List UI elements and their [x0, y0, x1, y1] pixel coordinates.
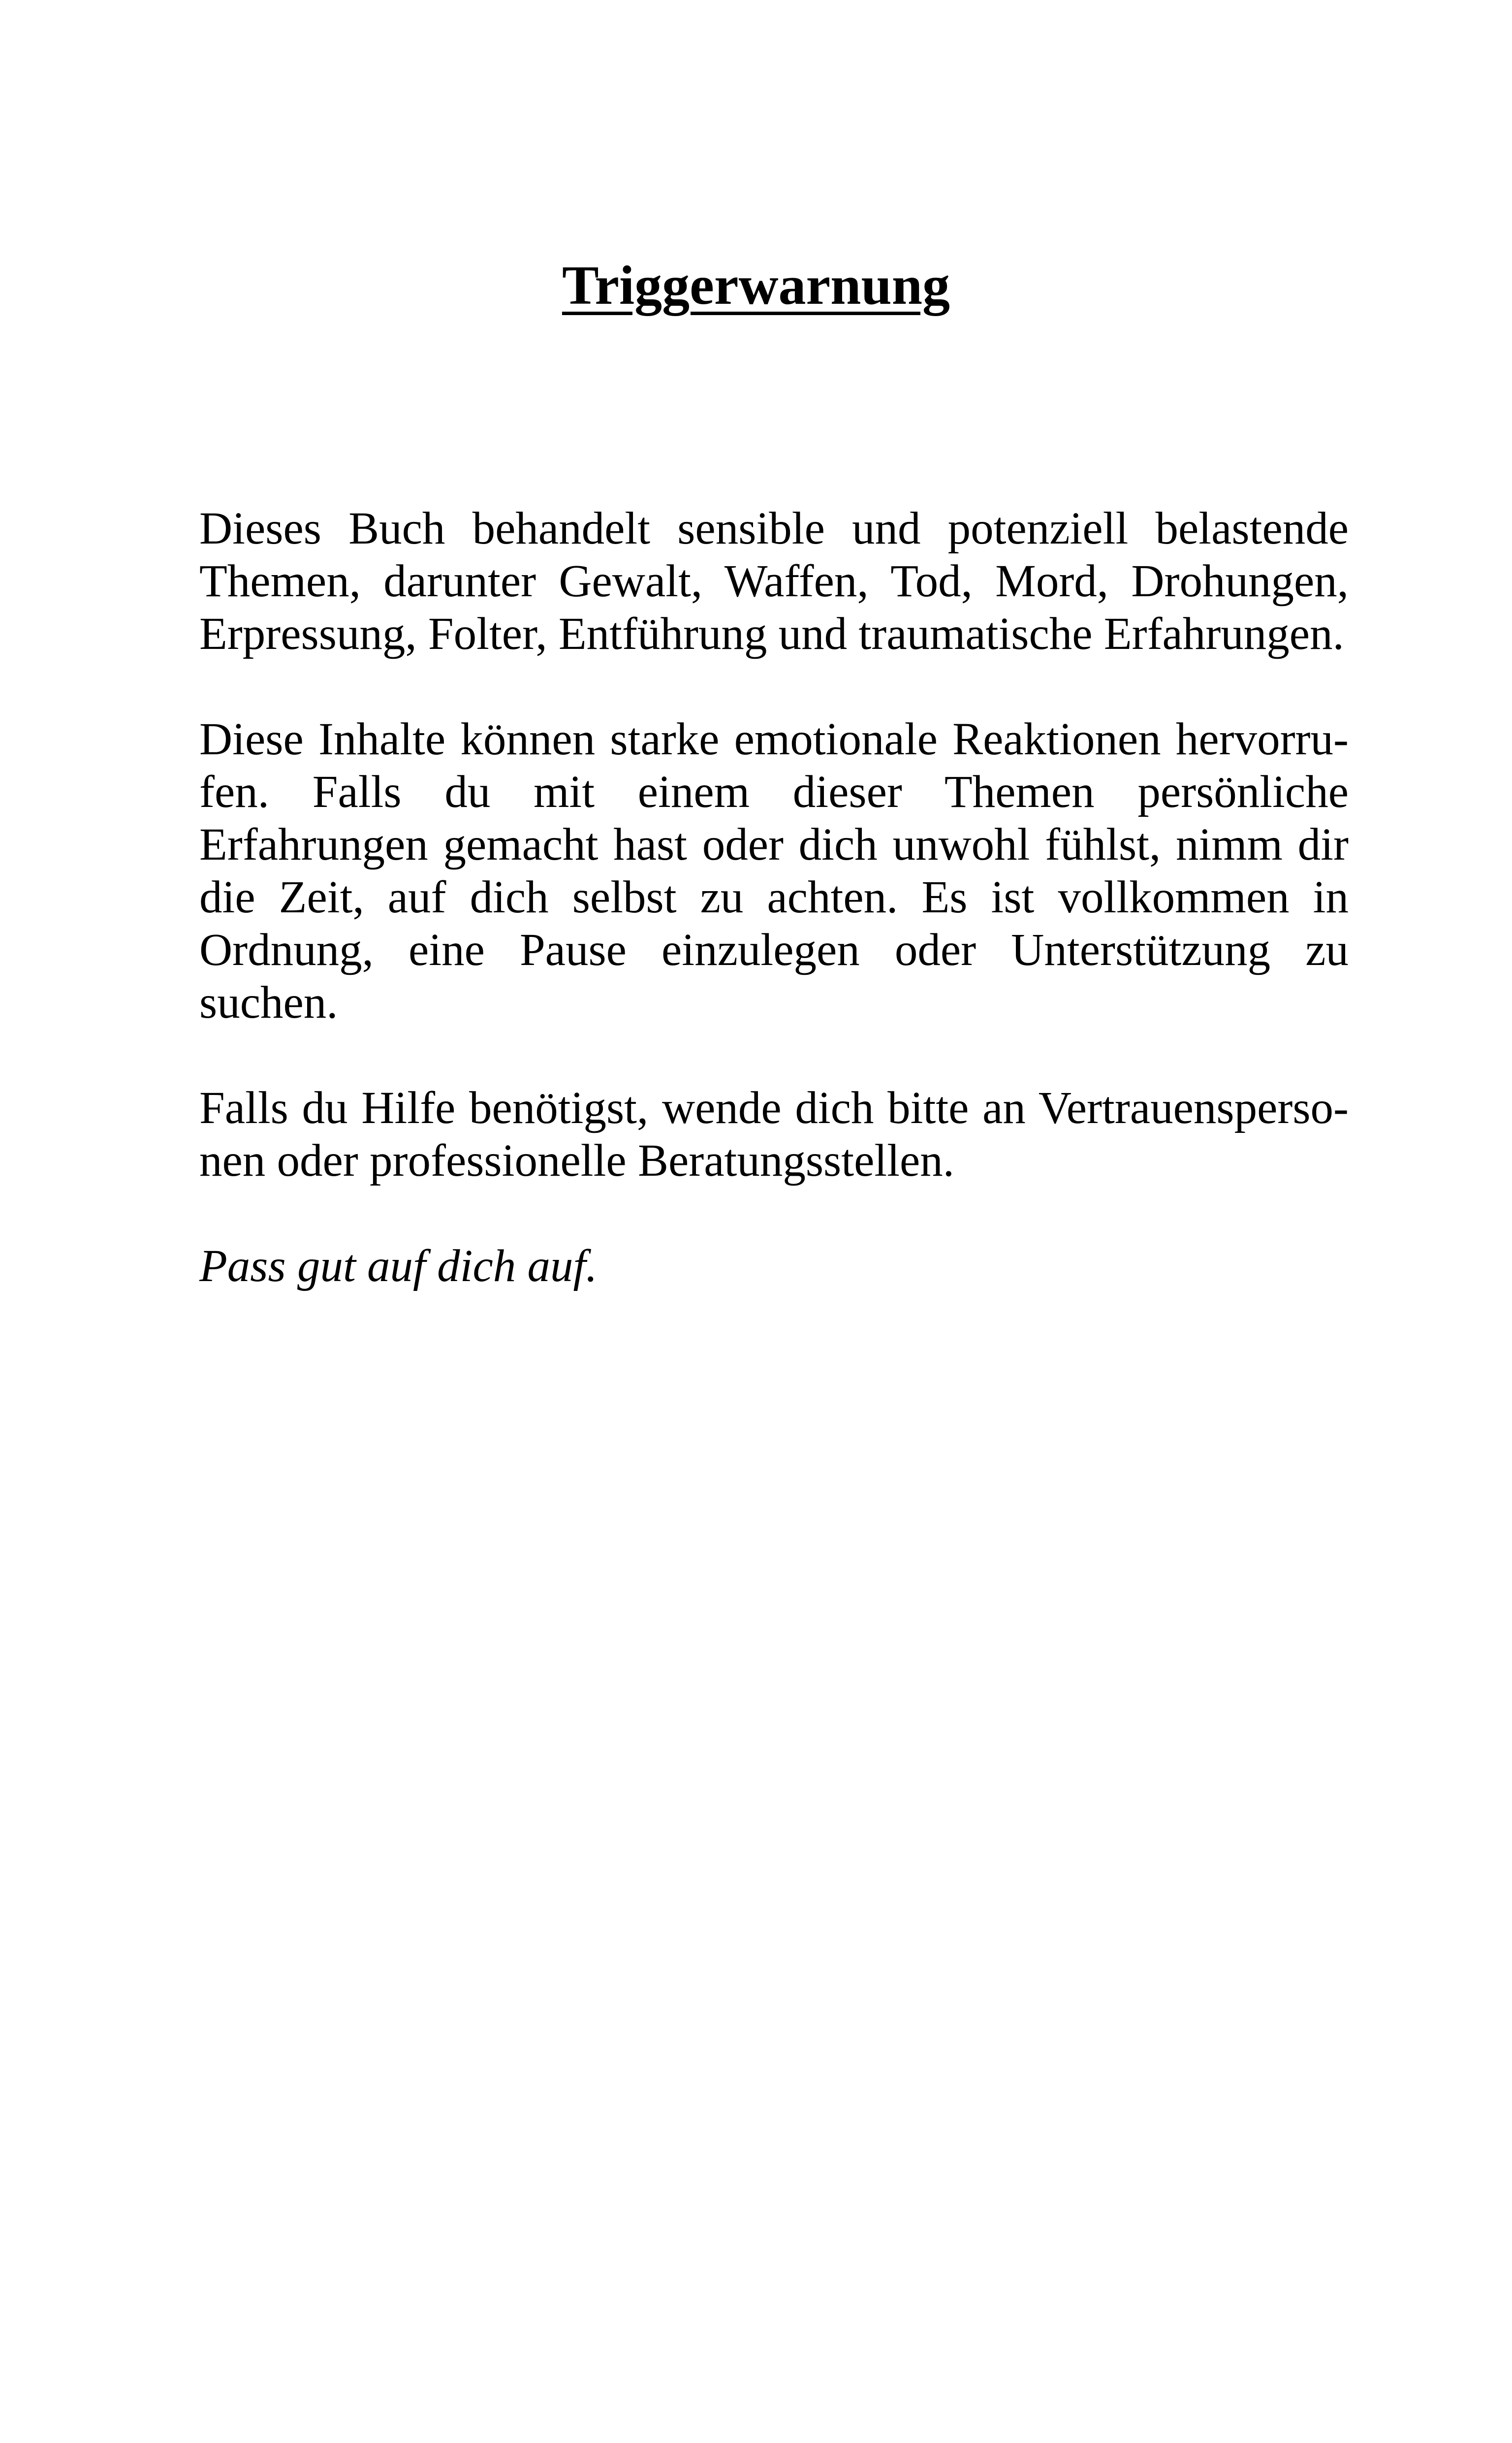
paragraph-spacer: [199, 1187, 1349, 1240]
paragraph-emotional-reactions: Diese Inhalte können starke emotionale Reaktionen hervorrufen. Falls du mit einem dieser Themen persönliche Erfahrungen gemacht hast oder dich unwohl fühlst, nimm dir die Zeit, auf dich selbst zu achten. Es ist vollkommen in Ordnung, eine Pause einzulegen oder Unterstützung zu suchen.: [199, 714, 1349, 1028]
closing-line: Pass gut auf dich auf.: [199, 1241, 598, 1291]
paragraph-help: Falls du Hilfe benötigst, wende dich bitte an Vertrauenspersonen oder professionelle Beratungsstellen.: [199, 1083, 1349, 1186]
paragraph-spacer: [199, 660, 1349, 713]
page-title: Triggerwarnung: [562, 255, 950, 316]
paragraph-spacer: [199, 1029, 1349, 1082]
paragraph-content-warning: Dieses Buch behandelt sensible und potenziell belastende Themen, darunter Gewalt, Waffen, Tod, Mord, Drohungen, Erpressung, Folter, Entführung und traumatische Erfahrungen.: [199, 503, 1349, 659]
body-text: [199, 502, 1349, 1292]
